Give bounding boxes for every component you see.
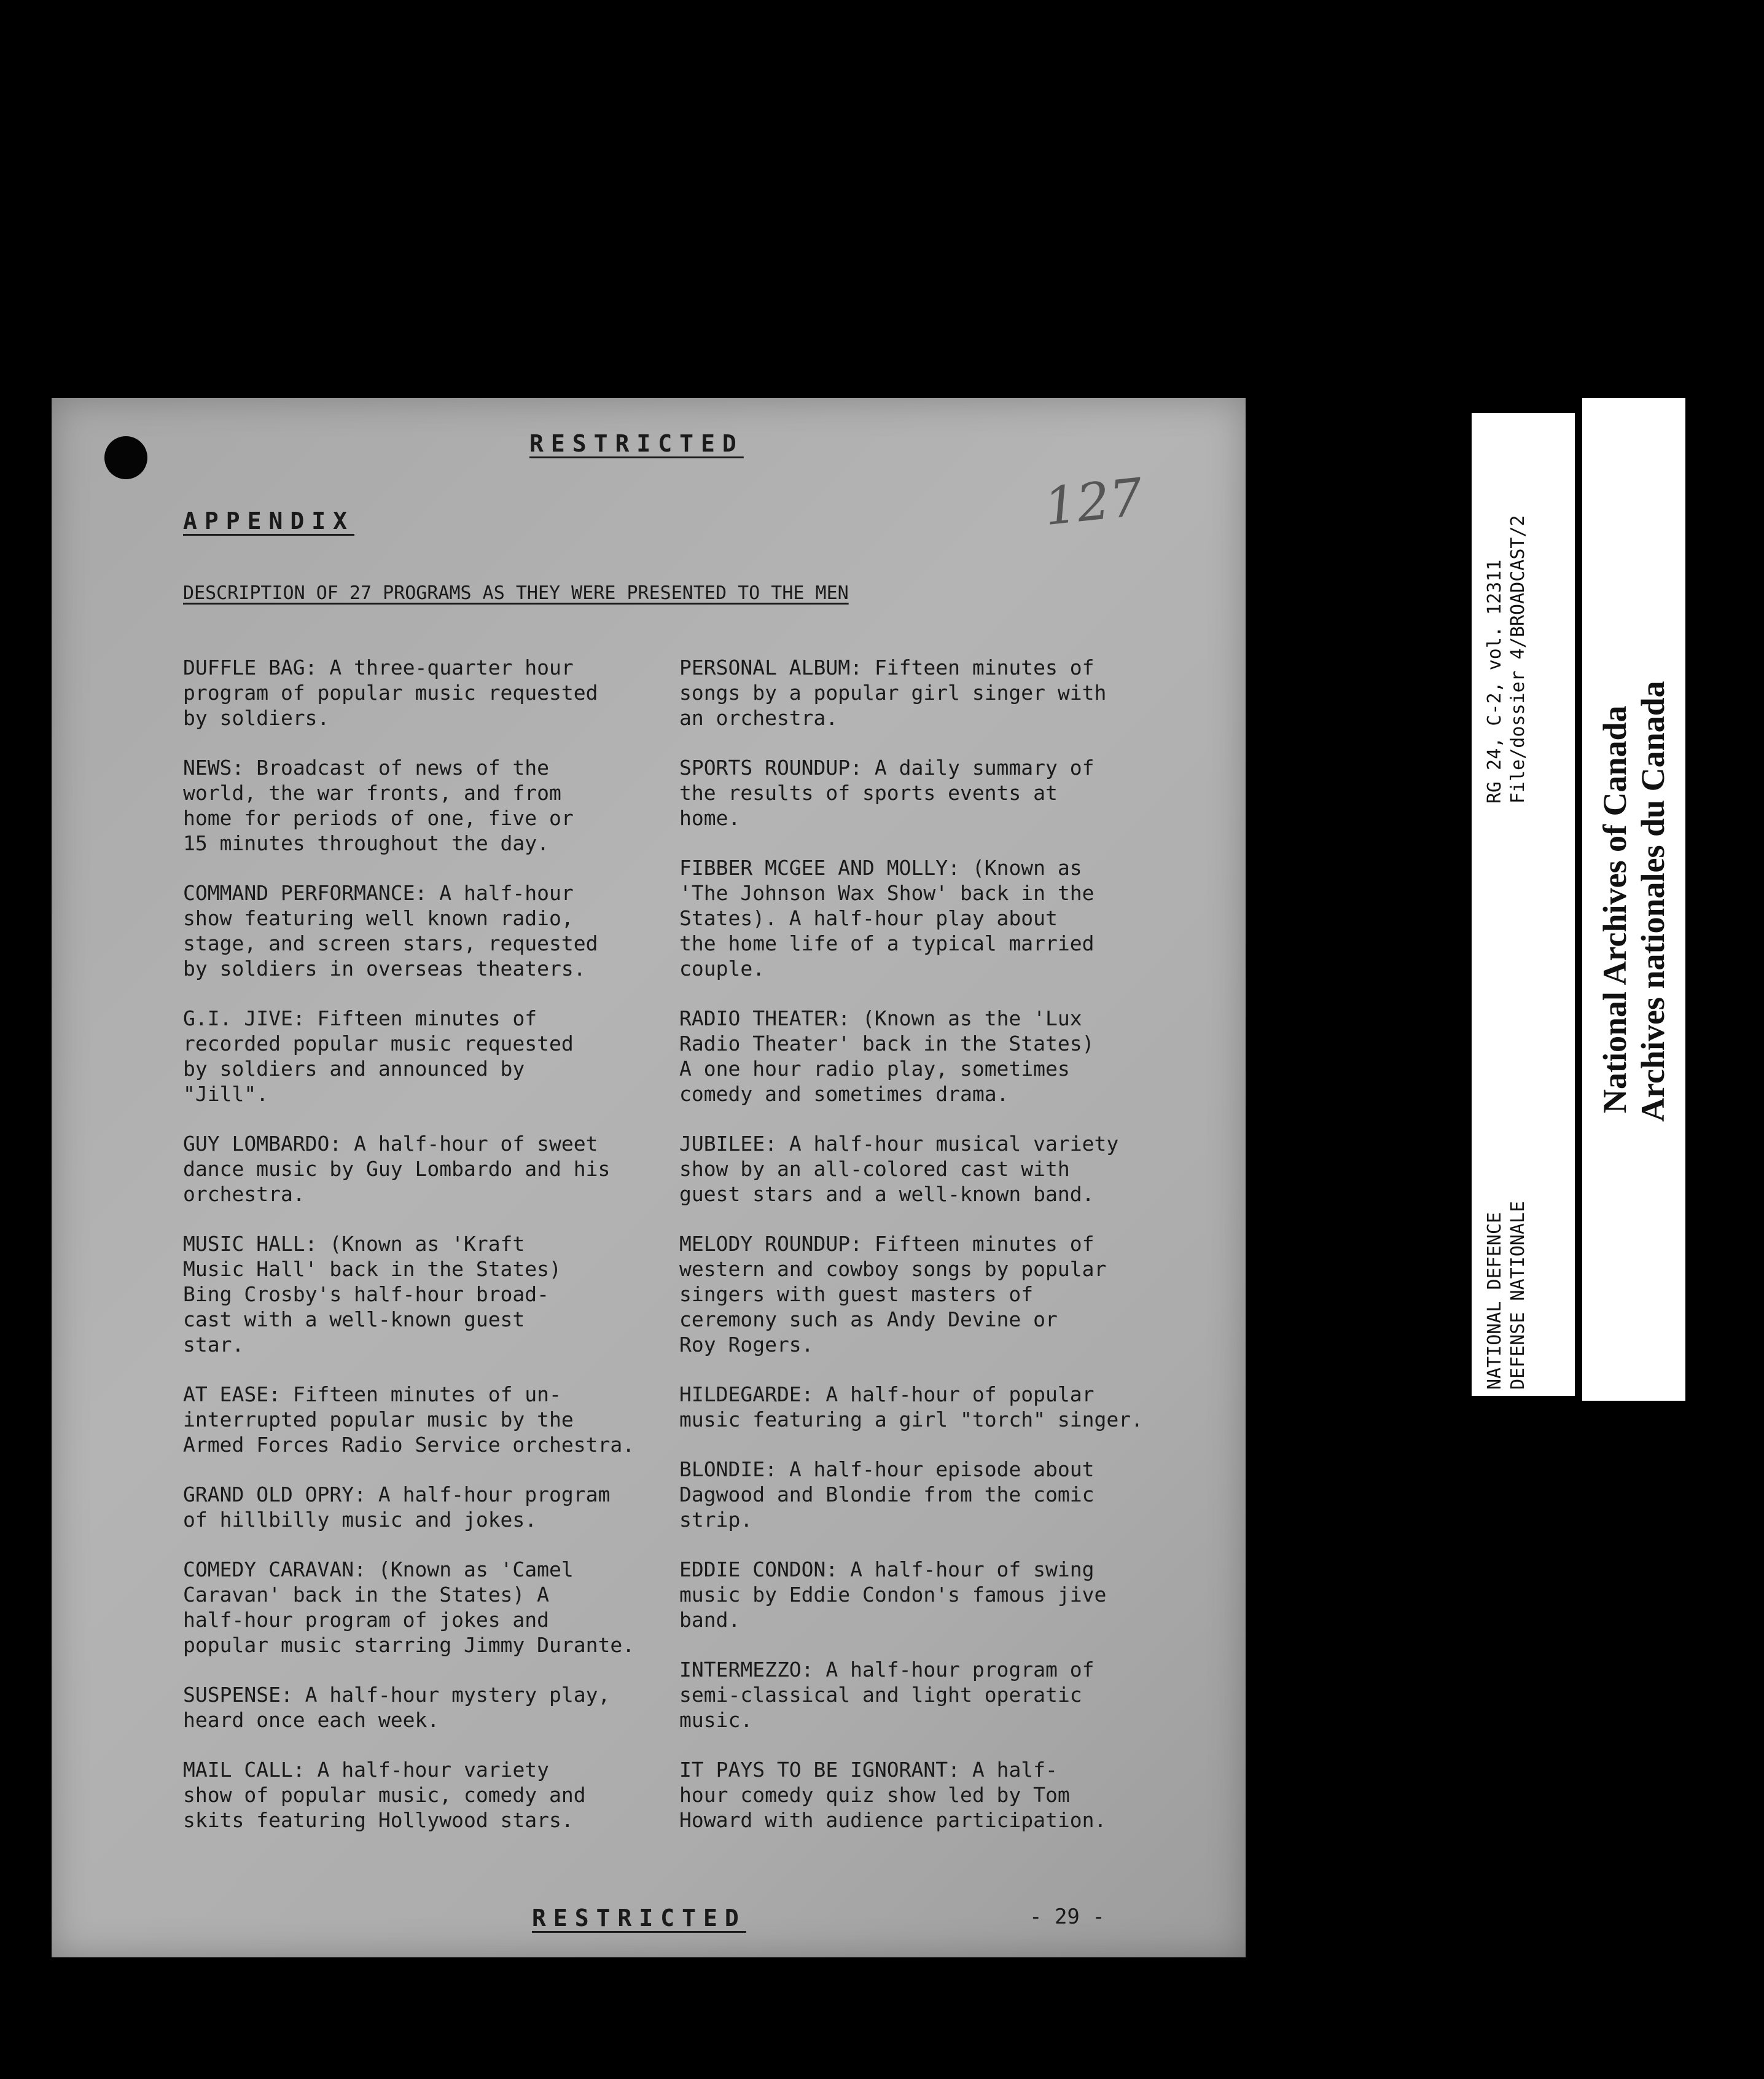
punch-hole [104, 436, 147, 479]
program-description: (Known as the 'Lux Radio Theater' back in the States) A one hour radio play, sometimes comedy and sometimes drama. [679, 1006, 1095, 1106]
department-english: NATIONAL DEFENCE [1484, 1212, 1505, 1390]
restricted-stamp-top: RESTRICTED [529, 430, 744, 457]
program-description: Fifteen minutes of recorded popular music requested by soldiers and announced by "Jill". [183, 1006, 574, 1106]
archives-name-english: National Archives of Canada [1596, 705, 1633, 1113]
program-title: MUSIC HALL: [183, 1232, 318, 1256]
restricted-stamp-bottom: RESTRICTED [532, 1905, 746, 1932]
program-title: BLONDIE: [679, 1457, 777, 1481]
program-entry [679, 755, 1208, 831]
program-entry [679, 1131, 1208, 1207]
program-description: Fifteen minutes of un- interrupted popular music by the Armed Forces Radio Service orchestra. [183, 1382, 635, 1457]
program-description: (Known as 'The Johnson Wax Show' back in the States). A half-hour play about the home life of a typical married couple. [679, 856, 1095, 981]
program-title: GUY LOMBARDO: [183, 1132, 342, 1156]
program-description: A three-quarter hour program of popular music requested by soldiers. [183, 656, 598, 730]
program-description: A half-hour of sweet dance music by Guy Lombardo and his orchestra. [183, 1132, 611, 1206]
program-title: MELODY ROUNDUP: [679, 1232, 863, 1256]
program-entry [183, 1006, 687, 1106]
program-title: JUBILEE: [679, 1132, 777, 1156]
program-title: FIBBER MCGEE AND MOLLY: [679, 856, 960, 880]
archive-reference-line2: File/dossier 4/BROADCAST/2 [1507, 515, 1529, 804]
program-description: A half-hour of swing music by Eddie Condon's famous jive band. [679, 1557, 1107, 1632]
program-entry [183, 1382, 687, 1457]
program-title: MAIL CALL: [183, 1758, 305, 1782]
program-entry [183, 880, 687, 981]
program-title: G.I. JIVE: [183, 1006, 305, 1030]
program-description: A half-hour episode about Dagwood and Blondie from the comic strip. [679, 1457, 1095, 1532]
program-description: A half- hour comedy quiz show led by Tom Howard with audience participation. [679, 1758, 1107, 1832]
program-description: (Known as 'Camel Caravan' back in the States) A half-hour program of jokes and popular music starring Jimmy Durante. [183, 1557, 635, 1657]
program-entry [679, 1382, 1208, 1432]
program-title: IT PAYS TO BE IGNORANT: [679, 1758, 960, 1782]
program-entry [679, 1231, 1208, 1357]
program-entry [679, 1757, 1208, 1833]
appendix-title: APPENDIX [183, 507, 355, 534]
program-description: A half-hour show featuring well known radio, stage, and screen stars, requested by soldiers in overseas theaters. [183, 881, 598, 981]
archives-name-french: Archives nationales du Canada [1634, 681, 1671, 1122]
program-entry [183, 755, 687, 856]
program-entry [679, 1457, 1208, 1532]
program-entry [183, 1482, 687, 1532]
program-title: SPORTS ROUNDUP: [679, 756, 863, 780]
program-description: A daily summary of the results of sports events at home. [679, 756, 1095, 830]
program-description: Fifteen minutes of western and cowboy songs by popular singers with guest masters of ceremony such as Andy Devine or Roy Rogers. [679, 1232, 1107, 1357]
program-entry [679, 1006, 1208, 1106]
program-description: A half-hour program of semi-classical and light operatic music. [679, 1658, 1095, 1732]
right-column [679, 655, 1208, 1857]
archive-reference-line1: RG 24, C-2, vol. 12311 [1484, 559, 1505, 804]
program-entry [183, 1131, 687, 1207]
program-title: INTERMEZZO: [679, 1658, 814, 1682]
program-title: EDDIE CONDON: [679, 1557, 838, 1581]
program-entry [679, 855, 1208, 981]
program-entry [183, 655, 687, 730]
page-number: - 29 - [1029, 1905, 1105, 1929]
program-entry [679, 655, 1208, 730]
program-description: A half-hour program of hillbilly music and jokes. [183, 1482, 611, 1532]
program-description: (Known as 'Kraft Music Hall' back in the States) Bing Crosby's half-hour broad- cast with a well-known guest star. [183, 1232, 561, 1357]
document-heading: DESCRIPTION OF 27 PROGRAMS AS THEY WERE PRESENTED TO THE MEN [183, 582, 849, 604]
program-entry [679, 1657, 1208, 1732]
department-french: DEFENSE NATIONALE [1507, 1200, 1529, 1390]
program-description: A half-hour musical variety show by an all-colored cast with guest stars and a well-known band. [679, 1132, 1119, 1206]
program-title: PERSONAL ALBUM: [679, 656, 863, 679]
program-description: A half-hour of popular music featuring a girl "torch" singer. [679, 1382, 1143, 1431]
program-title: RADIO THEATER: [679, 1006, 851, 1030]
handwritten-page-number: 127 [1041, 466, 1146, 538]
program-description: A half-hour variety show of popular music, comedy and skits featuring Hollywood stars. [183, 1758, 586, 1832]
program-entry [679, 1557, 1208, 1632]
program-title: GRAND OLD OPRY: [183, 1482, 367, 1506]
program-entry [183, 1757, 687, 1833]
program-entry [183, 1231, 687, 1357]
left-column [183, 655, 687, 1857]
program-entry [183, 1557, 687, 1658]
program-description: A half-hour mystery play, heard once each week. [183, 1683, 611, 1732]
program-title: AT EASE: [183, 1382, 281, 1406]
program-title: DUFFLE BAG: [183, 656, 318, 679]
program-title: SUSPENSE: [183, 1683, 293, 1707]
program-title: COMMAND PERFORMANCE: [183, 881, 427, 905]
program-title: COMEDY CARAVAN: [183, 1557, 367, 1581]
program-description: Fifteen minutes of songs by a popular girl singer with an orchestra. [679, 656, 1107, 730]
program-title: NEWS: [183, 756, 244, 780]
program-entry [183, 1682, 687, 1732]
program-title: HILDEGARDE: [679, 1382, 814, 1406]
program-description: Broadcast of news of the world, the war fronts, and from home for periods of one, five or 15 minutes throughout the day. [183, 756, 574, 855]
